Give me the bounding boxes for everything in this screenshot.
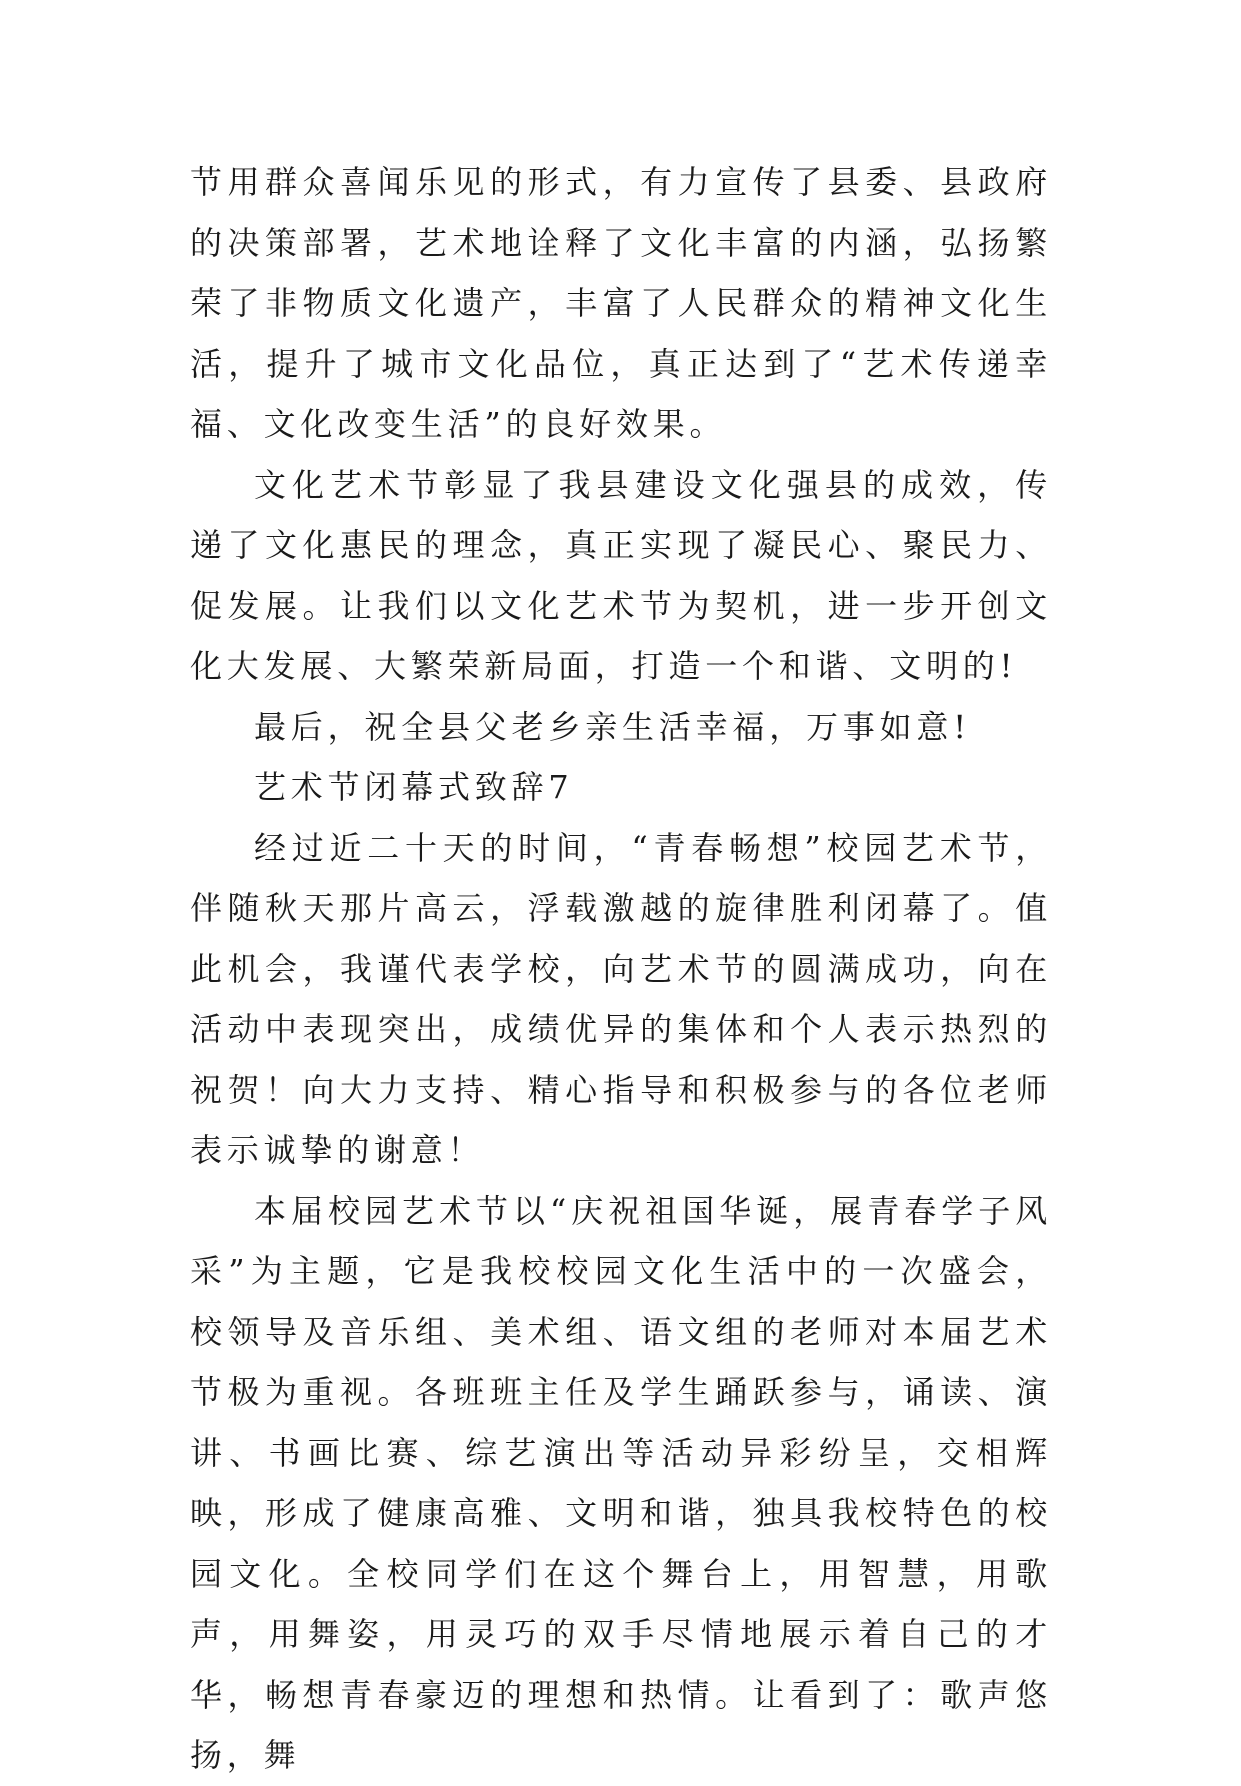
paragraph-culture-festival: 文化艺术节彰显了我县建设文化强县的成效，传递了文化惠民的理念，真正实现了凝民心、聚民力、促发展。让我们以文化艺术节为契机，进一步开创文化大发展、大繁荣新局面，打造一个和谐、文明的! xyxy=(190,465,1052,685)
paragraph-closing-wish: 最后，祝全县父老乡亲生活幸福，万事如意! xyxy=(254,707,971,746)
document-body xyxy=(190,152,1052,1786)
paragraph-continued: 节用群众喜闻乐见的形式，有力宣传了县委、县政府的决策部署，艺术地诠释了文化丰富的内涵，弘扬繁荣了非物质文化遗产，丰富了人民群众的精神文化生活，提升了城市文化品位，真正达到了“艺术传递幸福、文化改变生活”的良好效果。 xyxy=(190,163,1052,443)
paragraph-festival-closing: 经过近二十天的时间，“青春畅想”校园艺术节，伴随秋天那片高云，浮载激越的旋律胜利闭幕了。值此机会，我谨代表学校，向艺术节的圆满成功，向在活动中表现突出，成绩优异的集体和个人表示热烈的祝贺！向大力支持、精心指导和积极参与的各位老师表示诚挚的谢意！ xyxy=(190,828,1052,1169)
section-heading: 艺术节闭幕式致辞7 xyxy=(254,768,574,806)
paragraph-festival-theme: 本届校园艺术节以“庆祝祖国华诞，展青春学子风采”为主题，它是我校校园文化生活中的一次盛会，校领导及音乐组、美术组、语文组的老师对本届艺术节极为重视。各班班主任及学生踊跃参与，诵读、演讲、书画比赛、综艺演出等活动异彩纷呈，交相辉映，形成了健康高雅、文明和谐，独具我校特色的校园文化。全校同学们在这个舞台上，用智慧，用歌声，用舞姿，用灵巧的双手尽情地展示着自己的才华，畅想青春豪迈的理想和热情。让看到了：歌声悠扬，舞 xyxy=(190,1191,1052,1774)
